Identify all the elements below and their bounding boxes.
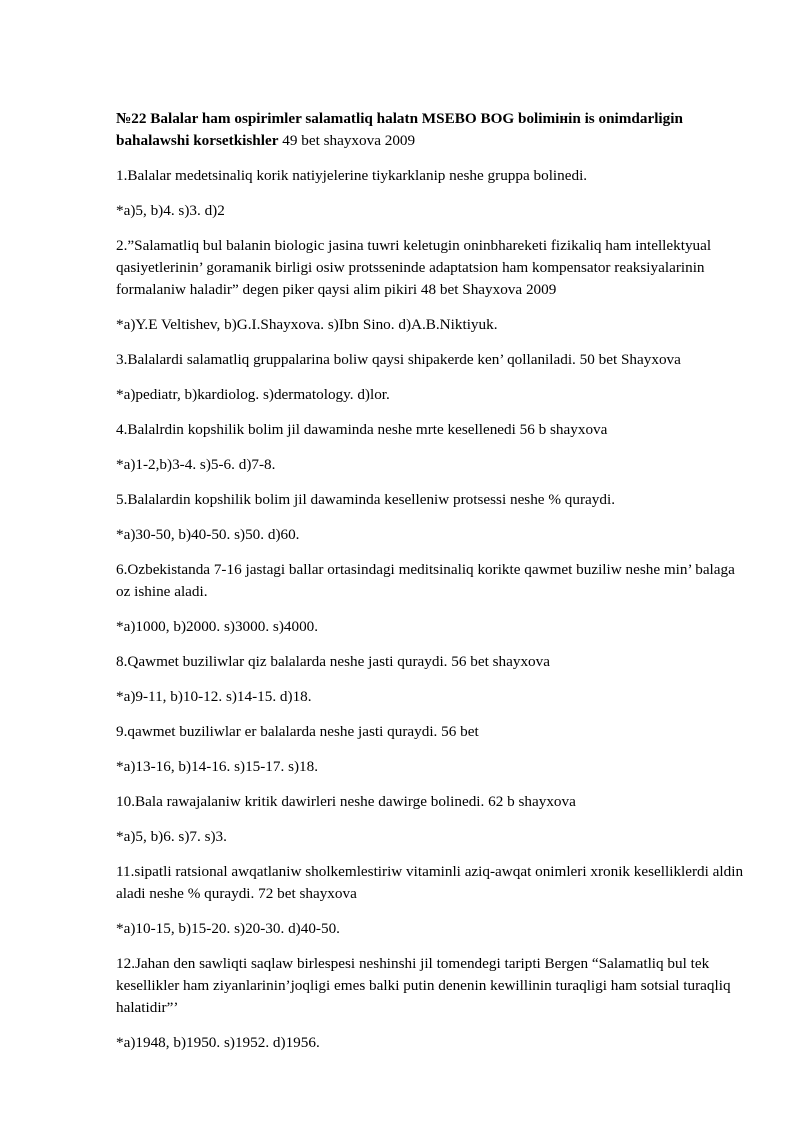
answers-1: *a)5, b)4. s)3. d)2 [116, 202, 225, 219]
answers-3: *a)pediatr, b)kardiolog. s)dermatology. d)lor. [116, 386, 390, 403]
answers-4: *a)1-2,b)3-4. s)5-6. d)7-8. [116, 456, 276, 473]
question-12: 12.Jahan den sawliqti saqlaw birlespesi neshinshi jil tomendegi taripti Bergen “Salamatliq bul tek kesellikler ham ziyanlarinin’joqligi emes balki putin denenin kewillinin turaqligi ham sotsial turaqliq halatidir”’ [116, 955, 731, 1016]
answers-8: *a)9-11, b)10-12. s)14-15. d)18. [116, 688, 312, 705]
answers-9: *a)13-16, b)14-16. s)15-17. s)18. [116, 758, 319, 775]
answers-12: *a)1948, b)1950. s)1952. d)1956. [116, 1034, 320, 1051]
answers-10: *a)5, b)6. s)7. s)3. [116, 828, 227, 845]
title-bold-text: №22 Balalar ham ospirimler salamatliq halatn MSEBO BOG bolimінin is onimdarligin bahalawshi korsetkishler [116, 110, 683, 149]
answers-11: *a)10-15, b)15-20. s)20-30. d)40-50. [116, 920, 340, 937]
document-page [116, 108, 746, 1067]
question-1: 1.Balalar medetsinaliq korik natiyjelerine tiykarklanip neshe gruppa bolinedi. [116, 167, 588, 184]
document-title [116, 108, 746, 152]
question-3: 3.Balalardi salamatliq gruppalarina boliw qaysi shipakerde ken’ qollaniladi. 50 bet Shayxova [116, 351, 681, 368]
question-9: 9.qawmet buziliwlar er balalarda neshe jasti quraydi. 56 bet [116, 723, 479, 740]
question-10: 10.Bala rawajalaniw kritik dawirleri neshe dawirge bolinedi. 62 b shayxova [116, 793, 576, 810]
title-rest-text: 49 bet shayxova 2009 [278, 132, 416, 149]
answers-6: *a)1000, b)2000. s)3000. s)4000. [116, 618, 319, 635]
question-4: 4.Balalrdin kopshilik bolim jil dawaminda neshe mrte kesellenedi 56 b shayxova [116, 421, 608, 438]
question-8: 8.Qawmet buziliwlar qiz balalarda neshe jasti quraydi. 56 bet shayxova [116, 653, 550, 670]
answers-5: *a)30-50, b)40-50. s)50. d)60. [116, 526, 300, 543]
answers-2: *a)Y.E Veltishev, b)G.I.Shayxova. s)Ibn Sino. d)A.B.Niktiyuk. [116, 316, 498, 333]
question-2: 2.”Salamatliq bul balanin biologic jasina tuwri keletugin oninbhareketi fizikaliq ham intellektyual qasiyetlerinin’ goramanik birligi osiw protsseninde adaptatsion ham kompensator reaksiyalarinin formalaniw haladir” degen piker qaysi alim pikiri 48 bet Shayxova 2009 [116, 237, 712, 298]
question-11: 11.sipatli ratsional awqatlaniw sholkemlestiriw vitaminli aziq-awqat onimleri xronik keselliklerdi aldin aladi neshe % quraydi. 72 bet shayxova [116, 863, 744, 902]
question-5: 5.Balalardin kopshilik bolim jil dawaminda keselleniw protsessi neshe % quraydi. [116, 491, 615, 508]
question-6: 6.Ozbekistanda 7-16 jastagi ballar ortasindagi meditsinaliq korikte qawmet buziliw neshe min’ balaga oz ishine aladi. [116, 561, 735, 600]
